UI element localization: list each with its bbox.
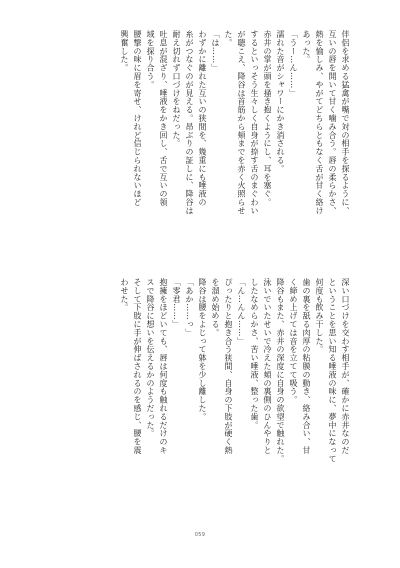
text-line: 深い口づけを交わす相手が、確かに赤井なのだ [341, 278, 350, 455]
text-line: 腰撃の味に眉を寄せ、けれど信じられないほど [133, 30, 142, 207]
text-line: 「あか……っ」 [185, 278, 194, 337]
text-line: わせた。 [120, 278, 129, 312]
text-line: 興奮した。 [120, 30, 129, 72]
text-line: するといっそう生々しく自身が捺す舌のまぐわい [250, 30, 259, 215]
text-line: わずかに離れた互いの狭間を、幾重にも唾液の [198, 30, 207, 207]
text-line: 抱擁をほどいても、唇は何度も触れるだけのキ [159, 278, 168, 455]
text-line: 泳いでいたせいで冷えた頬の裏側のひんやりと [263, 278, 272, 455]
text-line: く締め上げては音を立てて吸う。 [289, 278, 298, 404]
text-line: 「零君……」 [172, 278, 181, 329]
text-line: 濡れた音がシャワーにかき消される。 [276, 30, 285, 173]
text-line: た。 [224, 30, 233, 47]
text-line: 互いの唇を開いて甘く噛み合う。唇の柔らかさ、 [328, 30, 337, 215]
text-line: 耐え切れず口づけをねだった。 [172, 30, 181, 148]
text-line: を溜め始める。 [211, 278, 220, 337]
text-line: 伴侶を求める猛禽が嘴で対の相手を探るように、 [341, 30, 350, 215]
text-line: したなめらかさ、苦い唾液、整った歯。 [250, 278, 259, 430]
text-line: 吐息が混ざり、唾液をかき回し、舌で互いの領 [159, 30, 168, 207]
text-line: 何度も飲み干した。 [315, 278, 324, 354]
text-line: スで降谷に想いを伝えるかのようだった。 [146, 278, 155, 438]
text-line: 降谷は腰をよじって躰を少し離した。 [198, 278, 207, 421]
upper-text-block [70, 30, 352, 276]
text-line: 糸がつなぐのが見える。昂ぶりの証しに、降谷は [185, 30, 194, 215]
text-line: 降谷もまた、赤井の深度に自身の欲望で触れた。 [276, 278, 285, 463]
text-line: ぴったりと抱き合う狭間、自身の下肢が硬く熱 [224, 278, 233, 455]
text-line: あった。 [302, 30, 311, 64]
text-line: 熱を愉しみ、やがてどちらともなく舌が甘く絡け [315, 30, 324, 215]
text-line: 「ん…んん……」 [237, 278, 246, 346]
text-line: 「うー…ん……」 [289, 30, 298, 98]
page-number: 059 [194, 532, 206, 538]
text-line: 歯の裏を舐る肉厚の粘膜の動き、絡み合い、甘 [302, 278, 311, 455]
text-line: 域を探り合う。 [146, 30, 155, 89]
text-line: が聴こえ、降谷は首筋から頬までを赤く火照らせ [237, 30, 246, 215]
text-line: 「は……」 [211, 30, 220, 72]
text-line: ということを思い知る唾液の味に、夢中になって [328, 278, 337, 463]
text-line: 赤井の掌が頭を掻き抱くようにし、耳を塞ぐ。 [263, 30, 272, 207]
lower-text-block [70, 278, 352, 528]
text-line: そして下肢に手が伸ばされるのを感じ、腰を震 [133, 278, 142, 455]
